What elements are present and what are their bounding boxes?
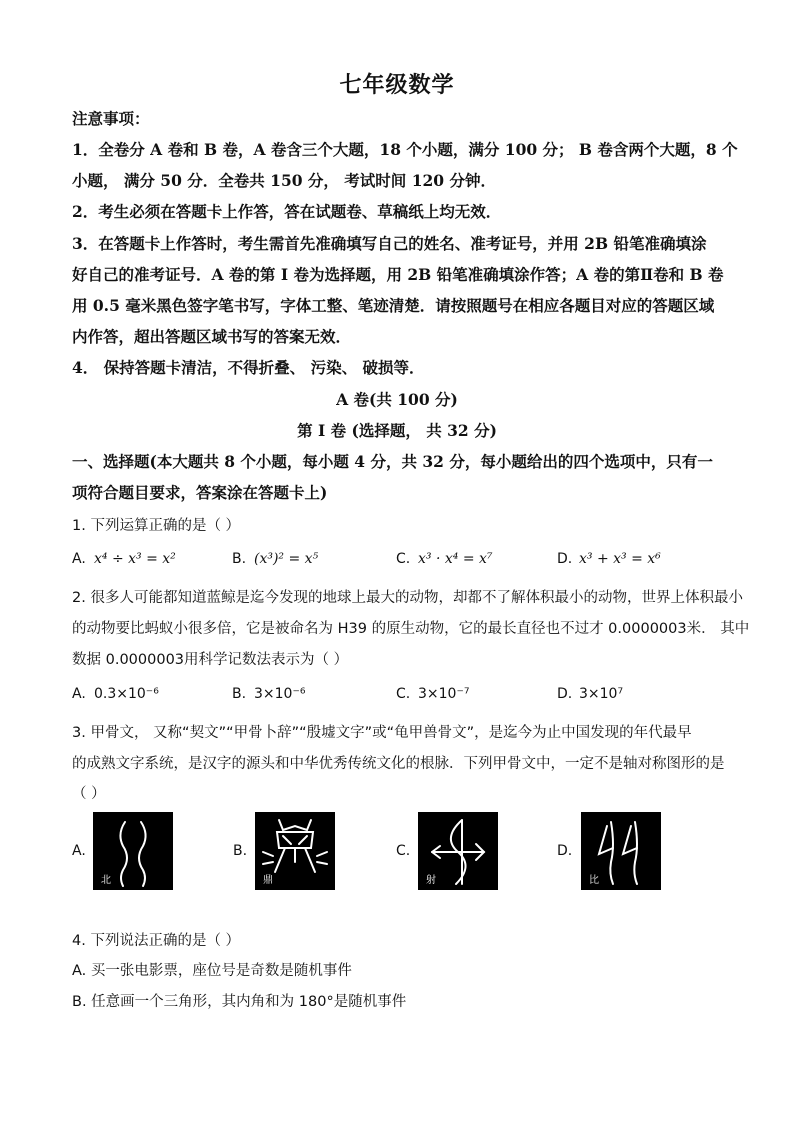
notice-line-8: 4． 保持答题卡清洁，不得折叠、 污染、 破损等．: [72, 358, 425, 377]
notice-line-4: 3．在答题卡上作答时，考生需首先准确填写自己的姓名、准考证号，并用 2B 铅笔准确填涂: [72, 234, 707, 253]
notice-heading: 注意事项：: [72, 109, 150, 128]
q1-option-b-label: B.: [232, 551, 247, 567]
q2-line-3: 数据 0.0000003用科学记数法表示为（ ）: [72, 652, 349, 668]
part-heading: 第 Ⅰ 卷 (选择题， 共 32 分): [297, 421, 497, 440]
q1-option-a: x⁴ ÷ x³ = x²: [94, 551, 176, 567]
q3-line-3: （ ）: [72, 786, 106, 802]
notice-line-2: 小题， 满分 50 分．全卷共 150 分， 考试时间 120 分钟．: [72, 171, 496, 190]
q2-option-d: 3×10⁷: [579, 686, 624, 702]
q2-option-a-label: A.: [72, 686, 86, 702]
notice-line-7: 内作答，超出答题区域书写的答案无效．: [72, 327, 352, 346]
q3-option-d-label: D.: [557, 843, 573, 859]
q3-option-c-image: [418, 812, 498, 890]
q1-option-d: x³ + x³ = x⁶: [579, 551, 661, 567]
q2-option-c: 3×10⁻⁷: [418, 686, 470, 702]
q2-line-2: 的动物要比蚂蚁小很多倍，它是被命名为 H39 的原生动物，它的最长直径也不过才 0.0000003米． 其中: [72, 621, 750, 637]
q3-option-c-label: C.: [396, 843, 411, 859]
q1-stem: 1. 下列运算正确的是（ ）: [72, 518, 241, 534]
notice-line-3: 2．考生必须在答题卡上作答，答在试题卷、草稿纸上均无效．: [72, 202, 502, 221]
section-line-2: 项符合题目要求，答案涂在答题卡上): [72, 483, 328, 502]
q4-option-b: B. 任意画一个三角形，其内角和为 180°是随机事件: [72, 994, 407, 1010]
q2-option-a: 0.3×10⁻⁶: [94, 686, 159, 702]
q3-option-d-image: [581, 812, 661, 890]
section-line-1: 一、选择题(本大题共 8 个小题，每小题 4 分，共 32 分，每小题给出的四个选项中，只有一: [72, 452, 713, 471]
q1-option-b: (x³)² = x⁵: [254, 551, 319, 567]
q3-option-a-label: A.: [72, 843, 86, 859]
q3-line-1: 3. 甲骨文， 又称“契文”“甲骨卜辞”“殷墟文字”或“龟甲兽骨文”，是迄今为止中国发现的年代最早: [72, 725, 692, 741]
q4-option-a: A. 买一张电影票，座位号是奇数是随机事件: [72, 963, 352, 979]
q3-option-c-caption: 射: [426, 875, 436, 886]
page-title: 七年级数学: [339, 72, 455, 98]
q3-option-a-image: [93, 812, 173, 890]
q3-option-d-caption: 比: [589, 875, 599, 886]
q1-option-c-label: C.: [396, 551, 411, 567]
notice-line-1: 1．全卷分 A 卷和 B 卷，A 卷含三个大题，18 个小题，满分 100 分； B 卷含两个大题，8 个: [72, 140, 738, 159]
q2-option-c-label: C.: [396, 686, 411, 702]
q2-line-1: 2. 很多人可能都知道蓝鲸是迄今发现的地球上最大的动物，却都不了解体积最小的动物，世界上体积最小: [72, 590, 743, 606]
q3-option-b-image: [255, 812, 335, 890]
q3-option-b-label: B.: [233, 843, 248, 859]
notice-line-5: 好自己的准考证号．A 卷的第 I 卷为选择题，用 2B 铅笔准确填涂作答；A 卷的第Ⅱ卷和 B 卷: [72, 265, 724, 284]
q3-line-2: 的成熟文字系统，是汉字的源头和中华优秀传统文化的根脉．下列甲骨文中，一定不是轴对称图形的是: [72, 756, 725, 772]
q1-option-a-label: A.: [72, 551, 86, 567]
q2-option-b-label: B.: [232, 686, 247, 702]
q3-option-b-caption: 鼎: [263, 875, 273, 886]
q2-option-b: 3×10⁻⁶: [254, 686, 306, 702]
notice-line-6: 用 0.5 毫米黑色签字笔书写，字体工整、笔迹清楚．请按照题号在相应各题目对应的答题区域: [72, 296, 715, 315]
volume-heading: A 卷(共 100 分): [336, 390, 458, 409]
q2-option-d-label: D.: [557, 686, 573, 702]
q4-stem: 4. 下列说法正确的是（ ）: [72, 933, 241, 949]
q3-option-a-caption: 北: [101, 875, 111, 886]
q1-option-d-label: D.: [557, 551, 573, 567]
q1-option-c: x³ · x⁴ = x⁷: [418, 551, 493, 567]
